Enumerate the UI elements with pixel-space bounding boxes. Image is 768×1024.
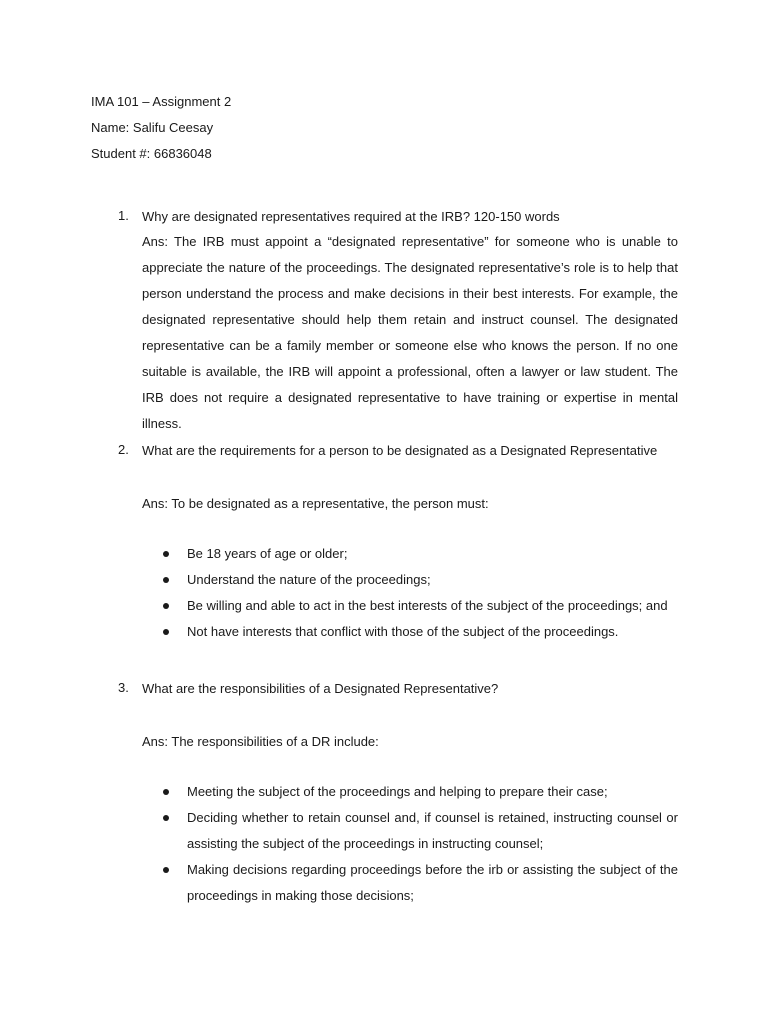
answer-3-intro: Ans: The responsibilities of a DR include: [142,734,379,749]
bullet-icon [163,789,169,795]
bullet-icon [163,551,169,557]
question-text: What are the responsibilities of a Designated Representative? [142,681,499,696]
course-title: IMA 101 – Assignment 2 [91,94,232,109]
responsibilities-list [142,779,678,909]
question-number: 2. [118,442,129,457]
list-item: Making decisions regarding proceedings before the irb or assisting the subject of the proceedings in making those decisions; [142,857,678,909]
list-item: Be 18 years of age or older; [142,541,678,567]
document-header [91,93,231,171]
list-item: Understand the nature of the proceedings; [142,567,678,593]
student-name: Name: Salifu Ceesay [91,120,214,135]
list-item: Meeting the subject of the proceedings and helping to prepare their case; [142,779,678,805]
list-item: Not have interests that conflict with those of the subject of the proceedings. [142,619,678,645]
list-item: Deciding whether to retain counsel and, if counsel is retained, instructing counsel or assisting the subject of the proceedings in instructing counsel; [142,805,678,857]
question-text: Why are designated representatives required at the IRB? 120-150 words [142,209,560,224]
question-number: 1. [118,208,129,223]
question-text: What are the requirements for a person to be designated as a Designated Representative [142,443,658,458]
answer-1: Ans: The IRB must appoint a “designated representative” for someone who is unable to appreciate the nature of the proceedings. The designated representative’s role is to help that person understand the process and make decisions in their best interests. For example, the designated representative should help them retain and instruct counsel. The designated representative can be a family member or someone else who knows the person. If no one suitable is available, the IRB will appoint a professional, often a lawyer or law student. The IRB does not require a designated representative to have training or expertise in mental illness. [142,234,678,431]
bullet-icon [163,603,169,609]
bullet-icon [163,815,169,821]
question-number: 3. [118,680,129,695]
bullet-icon [163,867,169,873]
requirements-list [142,541,678,645]
bullet-icon [163,629,169,635]
bullet-icon [163,577,169,583]
answer-2-intro: Ans: To be designated as a representative, the person must: [142,496,489,511]
list-item: Be willing and able to act in the best interests of the subject of the proceedings; and [142,593,678,619]
student-number: Student #: 66836048 [91,146,212,161]
